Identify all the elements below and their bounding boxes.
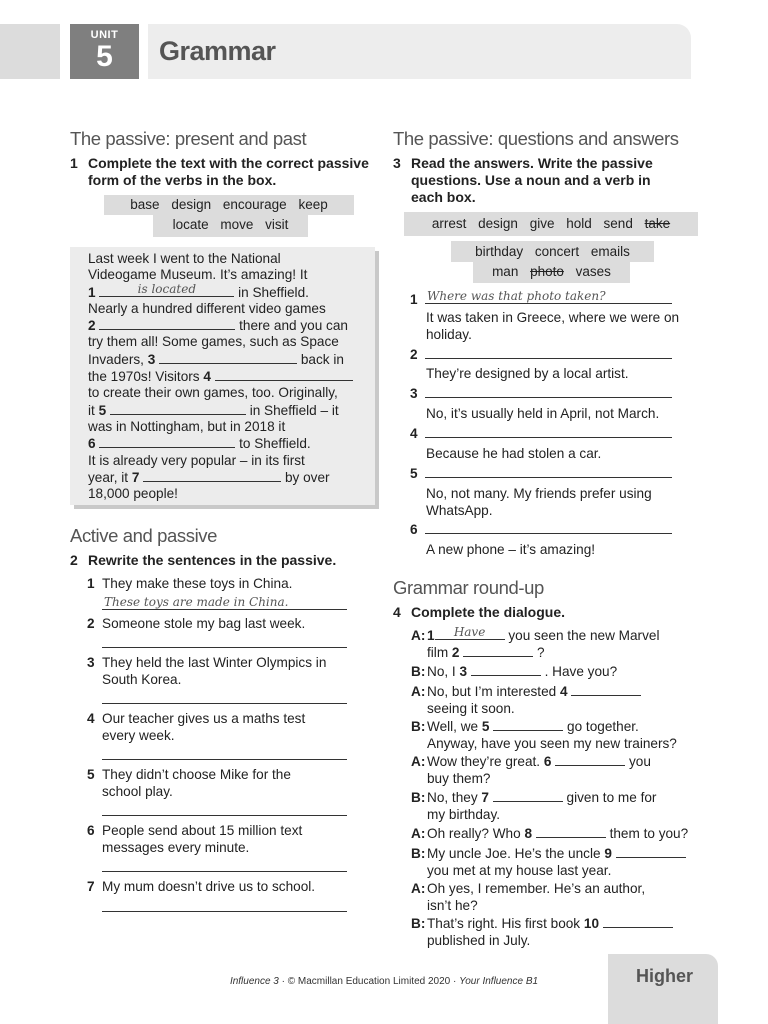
answer-line[interactable] xyxy=(425,462,672,478)
answer-line[interactable] xyxy=(102,896,347,912)
gap[interactable] xyxy=(616,846,686,858)
answer-line[interactable] xyxy=(102,800,347,816)
footer-book: Influence 3 xyxy=(229,976,279,987)
gap[interactable] xyxy=(603,916,673,928)
gap[interactable] xyxy=(463,645,533,657)
gap-2[interactable] xyxy=(99,317,235,330)
dialogue-line: A: 1 Have you seen the new Marvel film 2 ? xyxy=(411,625,660,660)
text-line: year, it 7 by over xyxy=(88,469,330,485)
word: send xyxy=(603,216,633,231)
response-text: No, it’s usually held in April, not March. xyxy=(426,406,660,421)
exercise-2-instruction xyxy=(70,552,375,569)
gap[interactable] xyxy=(555,754,625,766)
exercise-1-instruction xyxy=(70,155,375,189)
text-line: Videogame Museum. It’s amazing! It xyxy=(88,267,308,283)
answer-line[interactable] xyxy=(425,518,672,534)
word: locate xyxy=(172,217,209,232)
gap-7[interactable] xyxy=(143,469,281,482)
answer-line[interactable] xyxy=(425,343,672,359)
footer-copyright: · © Macmillan Education Limited 2020 · xyxy=(278,976,460,987)
instruction-text: Complete the text with the correct passive form of the verbs in the box. xyxy=(88,155,369,188)
answer-line[interactable] xyxy=(102,856,347,872)
unit-number: 5 xyxy=(96,40,113,73)
answer-line[interactable] xyxy=(102,744,347,760)
gap[interactable] xyxy=(536,826,606,838)
list-item: 6 People send about 15 million text messages every minute. xyxy=(87,823,303,855)
section-title-active-passive: Active and passive xyxy=(70,525,218,546)
exercise-3-instruction xyxy=(393,155,673,206)
section-title-questions-answers: The passive: questions and answers xyxy=(393,128,679,149)
word: visit xyxy=(265,217,289,232)
word: base xyxy=(130,197,160,212)
text-line: Nearly a hundred different video games xyxy=(88,300,326,316)
word: birthday xyxy=(475,244,524,259)
list-item: 4 Our teacher gives us a maths test every week. xyxy=(87,711,306,743)
text-line: the 1970s! Visitors 4 xyxy=(88,368,375,385)
dialogue-line: B: No, I 3 . Have you? xyxy=(411,664,618,679)
response-text: A new phone – it’s amazing! xyxy=(426,542,596,557)
unit-label: UNIT xyxy=(90,29,119,41)
noun-box-row-2 xyxy=(473,262,630,283)
instruction-text: Read the answers. Write the passive questions. Use a noun and a verb in each box. xyxy=(411,155,653,205)
list-item: 7 My mum doesn’t drive us to school. xyxy=(87,879,316,894)
section-title-roundup: Grammar round-up xyxy=(393,577,544,598)
dialogue-line: B: That’s right. His first book 10 published in July. xyxy=(411,916,711,949)
page-title: Grammar xyxy=(159,36,276,66)
dialogue-line: A: Wow they’re great. 6 you buy them? xyxy=(411,754,651,786)
exercise-number: 3 xyxy=(393,155,401,171)
dialogue-line: B: My uncle Joe. He’s the uncle 9 you met at my house last year. xyxy=(411,846,711,879)
list-item: 3 They held the last Winter Olympics in South Korea. xyxy=(87,655,327,687)
text-line: 6 to Sheffield. xyxy=(88,436,311,452)
word-box-row-1 xyxy=(104,195,354,215)
gap[interactable] xyxy=(571,684,641,696)
response-text: They’re designed by a local artist. xyxy=(426,366,629,381)
header-decoration xyxy=(0,24,60,79)
text-line: Invaders, 3 back in xyxy=(88,351,344,367)
list-item: 1 They make these toys in China. xyxy=(87,576,293,591)
gap[interactable] xyxy=(435,625,505,640)
word: vases xyxy=(575,264,611,279)
answer-line[interactable] xyxy=(425,288,672,304)
response-text: No, not many. My friends prefer using WhatsApp. xyxy=(426,486,652,518)
word-box-row-2 xyxy=(153,215,308,237)
handwritten-answer: These toys are made in China. xyxy=(104,595,289,609)
instruction-text: Complete the dialogue. xyxy=(411,604,566,620)
text-line: It is already very popular – in its first xyxy=(88,452,305,468)
response-text: Because he had stolen a car. xyxy=(426,446,602,461)
word-crossed-out: photo xyxy=(530,264,564,279)
word: design xyxy=(171,197,212,212)
word: hold xyxy=(566,216,592,231)
level-tab xyxy=(608,954,718,1024)
exercise-number: 1 xyxy=(70,155,78,171)
word: give xyxy=(529,216,555,231)
text-line: 2 there and you can xyxy=(88,318,348,334)
instruction-text: Rewrite the sentences in the passive. xyxy=(88,552,337,568)
gap-5[interactable] xyxy=(110,402,246,415)
gap-6[interactable] xyxy=(99,435,235,448)
gap[interactable] xyxy=(493,790,563,802)
answer-line[interactable] xyxy=(102,688,347,704)
footer-series: Your Influence B1 xyxy=(459,976,539,987)
handwritten-answer: Have xyxy=(453,625,486,639)
text-line: to create their own games, too. Originally, xyxy=(88,385,338,401)
word: concert xyxy=(534,244,580,259)
text-line: was in Nottingham, but in 2018 it xyxy=(88,418,286,434)
dialogue-line: A: Oh yes, I remember. He’s an author, isn’t he? xyxy=(411,881,646,913)
text-line: Last week I went to the National xyxy=(88,251,281,266)
answer-line[interactable] xyxy=(102,632,347,648)
response-text: It was taken in Greece, where we were on holiday. xyxy=(426,310,680,342)
verb-box xyxy=(404,212,698,236)
noun-box-row-1 xyxy=(451,241,654,262)
section-title-passive-present-past: The passive: present and past xyxy=(70,128,307,149)
exercise-number: 4 xyxy=(393,604,401,620)
word: design xyxy=(478,216,518,231)
word: encourage xyxy=(222,197,287,212)
text-line: 18,000 people! xyxy=(88,486,178,502)
word: emails xyxy=(590,244,630,259)
list-item: 2 Someone stole my bag last week. xyxy=(87,616,306,631)
word: keep xyxy=(298,197,328,212)
exercise-4-instruction xyxy=(393,604,673,621)
word: man xyxy=(492,264,519,279)
word: move xyxy=(220,217,254,232)
answer-line[interactable] xyxy=(425,422,672,438)
answer-line[interactable] xyxy=(102,594,347,610)
dialogue-line: B: No, they 7 given to me for my birthday. xyxy=(411,790,657,822)
text-line: 1 is located in Sheffield. xyxy=(88,281,309,300)
gap[interactable] xyxy=(471,664,541,676)
word: arrest xyxy=(431,216,467,231)
reading-text-box xyxy=(70,247,375,505)
title-bar xyxy=(148,24,691,79)
level-label: Higher xyxy=(636,966,694,986)
dialogue-line: B: Well, we 5 go together. Anyway, have you seen my new trainers? xyxy=(411,719,677,751)
gap-4[interactable] xyxy=(215,368,353,381)
text-line: try them all! Some games, such as Space xyxy=(88,334,339,350)
text-line: it 5 in Sheffield – it xyxy=(88,402,339,418)
unit-badge xyxy=(70,24,139,79)
handwritten-answer: Where was that photo taken? xyxy=(427,289,606,303)
answer-line[interactable] xyxy=(425,382,672,398)
handwritten-answer: is located xyxy=(137,281,197,296)
exercise-number: 2 xyxy=(70,552,78,568)
word-crossed-out: take xyxy=(644,216,671,231)
gap-3[interactable] xyxy=(159,351,297,364)
dialogue-line: A: Oh really? Who 8 them to you? xyxy=(411,826,689,841)
dialogue-line: A: No, but I’m interested 4 seeing it soon. xyxy=(411,684,711,717)
list-item: 5 They didn’t choose Mike for the school play. xyxy=(87,767,291,799)
gap[interactable] xyxy=(493,719,563,731)
